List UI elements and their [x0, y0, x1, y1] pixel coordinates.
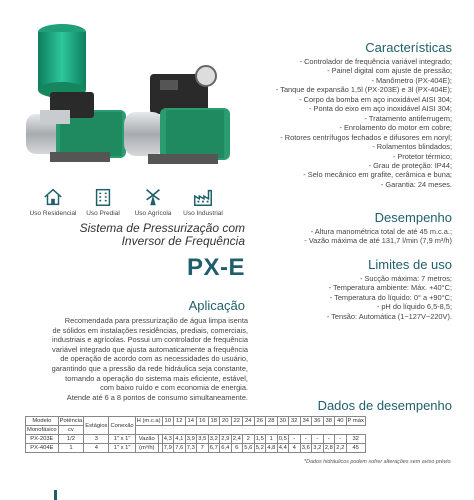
characteristics-title: Características: [365, 40, 452, 55]
list-item: - Grau de proteção: IP44;: [368, 160, 452, 170]
header-estagios: Estágios: [84, 417, 109, 435]
cell-value: 2: [243, 435, 255, 444]
list-item: - Rotores centrífugos fechados e difusores em noryl;: [280, 132, 452, 142]
cell-value: 1: [266, 435, 278, 444]
list-item: - Controlador de frequência variável integrado;: [299, 57, 452, 66]
cell-value: 0,5: [278, 436, 287, 442]
cell-value: 2,9: [221, 436, 230, 442]
header-h: H (m.c.a): [136, 418, 161, 424]
list-item: - Sucção máxima: 7 metros;: [359, 274, 452, 283]
table-row: [26, 435, 366, 444]
cell-value: 7,6: [175, 445, 184, 451]
use-industrial: [178, 186, 228, 217]
list-item: - Tanque de expansão 1,5l (PX-203E) e 3l (PX-404E);: [275, 85, 452, 95]
header-potencia: Potência: [59, 418, 83, 424]
cell-value: 7,9: [163, 445, 172, 451]
cell-value: 6,7: [209, 445, 218, 451]
product-subtitle: [40, 222, 245, 248]
header-cv: cv: [58, 426, 84, 435]
divider-mark: [54, 490, 57, 500]
performance-table: [25, 416, 366, 453]
product-image: [20, 14, 240, 190]
cell-value: 6: [231, 444, 243, 453]
head-value: 22: [231, 417, 243, 426]
head-value: 14: [185, 417, 197, 426]
list-item: - Altura manométrica total de até 45 m.c.a.;: [310, 227, 452, 236]
cell-value: -: [312, 435, 324, 444]
head-value: 20: [220, 417, 232, 426]
performance-data-title: Dados de desempenho: [317, 398, 452, 413]
subtitle-line-1: Sistema de Pressurização com: [79, 221, 245, 235]
cell-value: 4: [289, 444, 301, 453]
cell-model: PX-404E: [26, 444, 59, 453]
subheader-spacer: [135, 426, 365, 435]
model-title: PX-E: [186, 254, 245, 281]
cell-value: -: [323, 435, 335, 444]
application-line: variável integrado que ajusta automaticamente a frequência: [52, 344, 248, 354]
windmill-icon: [142, 186, 164, 208]
head-value: 40: [335, 417, 347, 426]
cell-value: 4,4: [278, 445, 287, 451]
header-modelo: Modelo: [26, 417, 59, 426]
cell-cv: 1: [58, 444, 84, 453]
footnote: *Dados hidráulicos podem sofrer alterações sem aviso prévio.: [303, 459, 452, 465]
application-title: Aplicação: [188, 298, 245, 313]
performance-list: [248, 227, 452, 246]
subtitle-line-2: Inversor de Frequência: [121, 234, 245, 248]
use-residential: [28, 186, 78, 217]
application-line: industriais e agrícolas. Possui um controlador de frequência: [52, 335, 248, 345]
cell-model: PX-203E: [26, 435, 59, 444]
list-item: - Selo mecânico em grafite, cerâmica e buna;: [303, 170, 452, 180]
head-value: 38: [323, 417, 335, 426]
application-line: Atende até 6 a 8 pontos de consumo simultaneamente.: [66, 392, 248, 402]
cell-value: 5,6: [244, 445, 253, 451]
cell-value: 3,9: [186, 436, 195, 442]
head-value: 12: [174, 417, 186, 426]
list-item: - Temperatura do líquido: 0° a +90°C;: [329, 292, 452, 302]
list-item: - Rolamentos blindados;: [372, 142, 452, 152]
head-value: 34: [300, 417, 312, 426]
cell-value: -: [289, 435, 301, 444]
list-item: - Corpo da bomba em aço inoxidável AISI 304;: [299, 94, 452, 104]
list-item: - Temperatura ambiente: Máx. +40°C;: [328, 283, 452, 293]
pumps-illustration: [20, 14, 240, 190]
cell-value: 3,6: [301, 445, 310, 451]
list-item: - Painel digital com ajuste de pressão;: [327, 66, 452, 76]
head-value: 36: [312, 417, 324, 426]
use-label: Uso Agrícola: [134, 210, 172, 217]
list-item: - Manômetro (PX-404E);: [371, 75, 452, 85]
application-line: Recomendada para pressurização de água limpa isenta: [64, 316, 248, 325]
application-text: [8, 316, 248, 402]
use-label: Uso Predial: [86, 210, 120, 217]
use-label: Uso Residencial: [29, 210, 77, 217]
list-item: - Ponta do eixo em aço inoxidável AISI 304;: [309, 104, 452, 114]
cell-value-pmax: 32: [346, 435, 365, 444]
cell-stages: 4: [84, 444, 109, 453]
cell-stages: 3: [84, 435, 109, 444]
house-icon: [42, 186, 64, 208]
head-value: 28: [266, 417, 278, 426]
table-row: [26, 444, 366, 453]
list-item: - pH do líquido 6,5-8,5;: [376, 302, 452, 312]
application-line: com baixo ruído e com economia de energia.: [100, 383, 248, 393]
use-icons-row: [28, 186, 228, 217]
limits-list: [248, 274, 452, 321]
head-value: 30: [277, 417, 289, 426]
head-value: 16: [197, 417, 209, 426]
cell-conn: 1" x 1": [109, 444, 135, 453]
cell-cv: 1/2: [58, 435, 84, 444]
limits-title: Limites de uso: [368, 257, 452, 272]
application-line: tornando a operação do sistema mais eficiente, estável,: [65, 373, 248, 383]
head-value: 26: [254, 417, 266, 426]
cell-value: 2,2: [336, 445, 345, 451]
cell-value: 7: [197, 444, 209, 453]
cell-value: 3,5: [198, 436, 207, 442]
head-value: 32: [289, 417, 301, 426]
list-item: - Tensão: Automática (1~127V~220V).: [326, 311, 452, 321]
header-monofasico: Monofásico: [27, 427, 57, 433]
cell-value: 4,3: [163, 436, 172, 442]
cell-vazao-unit: (m³/h): [135, 444, 158, 453]
cell-vazao-label: Vazão: [135, 435, 158, 444]
list-item: - Protetor térmico;: [392, 151, 452, 161]
use-agricultural: [128, 186, 178, 217]
cell-value: -: [300, 435, 312, 444]
head-value: 10: [162, 417, 174, 426]
cell-value: 2,8: [324, 445, 333, 451]
head-value-pmax: P máx: [347, 418, 364, 424]
cell-value: 4,8: [267, 445, 276, 451]
cell-value: 7,3: [186, 445, 195, 451]
performance-title: Desempenho: [374, 210, 452, 225]
table-subheader-row: [26, 426, 366, 435]
cell-value: 3,2: [209, 436, 218, 442]
cell-value: -: [335, 435, 347, 444]
application-line: de operação de acordo com as necessidades do usuário,: [60, 354, 248, 364]
list-item: - Tratamento antiferrugem;: [364, 113, 452, 123]
cell-value: 2,4: [232, 436, 241, 442]
cell-value-pmax: 45: [346, 444, 365, 453]
head-value: 24: [243, 417, 255, 426]
application-line: de sólidos em instalações residências, prediais, comerciais,: [52, 325, 248, 335]
cell-conn: 1" x 1": [109, 435, 135, 444]
head-value: 18: [208, 417, 220, 426]
cell-value: 1,5: [255, 436, 264, 442]
table-header-row: [26, 417, 366, 426]
list-item: - Garantia: 24 meses.: [380, 179, 452, 189]
building-icon: [92, 186, 114, 208]
cell-value: 4,1: [175, 436, 184, 442]
header-conexao: Conexão: [109, 417, 135, 435]
cell-value: 3,2: [313, 445, 322, 451]
cell-value: 6,4: [221, 445, 230, 451]
characteristics-list: [248, 57, 452, 189]
list-item: - Vazão máxima de até 131,7 l/min (7,9 m³/h): [304, 236, 452, 246]
application-line: garantindo que a pressão da rede hidráulica seja constante,: [51, 363, 248, 373]
factory-icon: [192, 186, 214, 208]
use-label: Uso Industrial: [183, 210, 223, 217]
use-building: [78, 186, 128, 217]
cell-value: 5,2: [255, 445, 264, 451]
list-item: - Enrolamento do motor em cobre;: [339, 123, 452, 133]
